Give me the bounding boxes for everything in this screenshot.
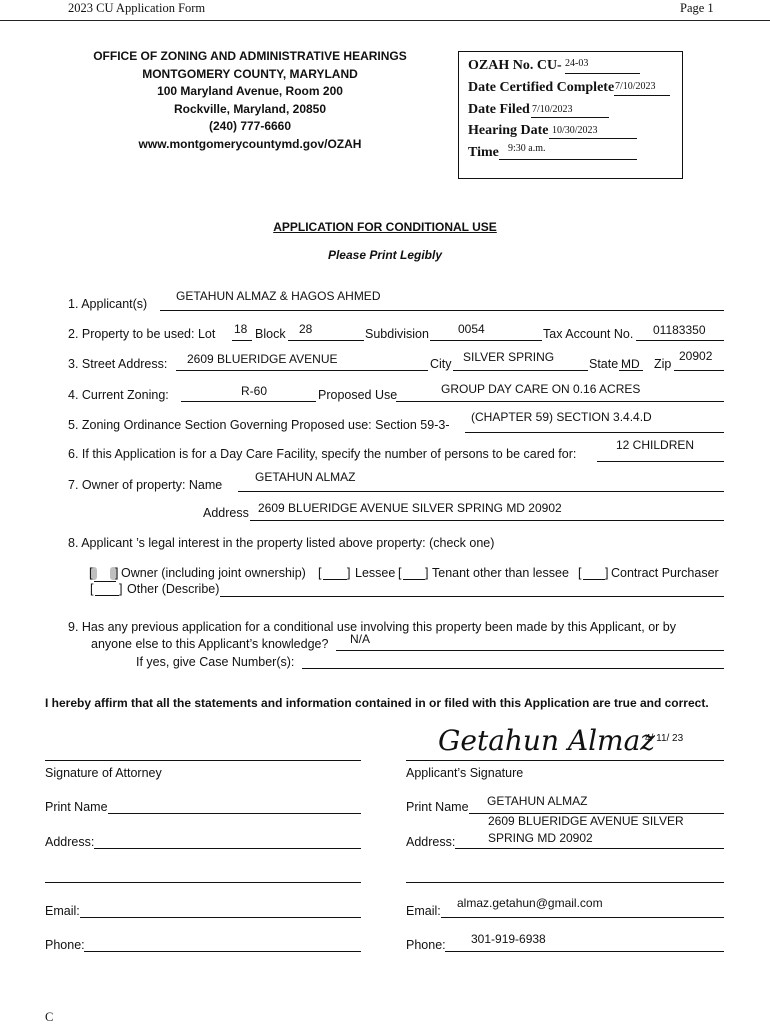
q8-owner-option: Owner (including joint ownership) [121, 566, 306, 580]
date-certified-label: Date Certified Complete [468, 80, 615, 95]
q2-subdivision-field[interactable]: 0054 [458, 322, 485, 336]
q7-owner-name-field[interactable]: GETAHUN ALMAZ [255, 470, 356, 484]
q8-lessee-option: Lessee [355, 566, 396, 580]
hearing-date-value[interactable]: 10/30/2023 [552, 125, 598, 136]
attorney-signature-label: Signature of Attorney [45, 766, 162, 780]
q1-applicant-label: 1. Applicant(s) [68, 297, 148, 311]
attorney-email-field[interactable] [80, 917, 361, 918]
q3-city-field[interactable]: SILVER SPRING [463, 350, 555, 364]
applicant-phone-field[interactable]: 301-919-6938 [471, 932, 546, 946]
attorney-address-field[interactable] [94, 848, 361, 849]
attorney-address-label: Address: [45, 835, 95, 849]
q8-other-option: Other (Describe) [127, 582, 220, 596]
q3-zip-label: Zip [654, 357, 672, 371]
page-number: Page 1 [680, 1, 714, 15]
q8-tenant-option: Tenant other than lessee [432, 566, 569, 580]
q9-case-number-field[interactable] [302, 668, 724, 669]
attorney-email-label: Email: [45, 904, 80, 918]
affirmation-statement: I hereby affirm that all the statements and information contained in or filed with this Application are true and correct. [45, 696, 709, 710]
q3-zip-field[interactable]: 20902 [679, 349, 713, 363]
date-filed-value[interactable]: 7/10/2023 [532, 104, 573, 115]
office-phone: (240) 777-6660 [208, 119, 292, 133]
applicant-address-line3[interactable] [406, 882, 724, 883]
attorney-address-line2[interactable] [45, 882, 361, 883]
office-website: www.montgomerycountymd.gov/OZAH [138, 136, 362, 151]
q6-day-care-label: 6. If this Application is for a Day Care Facility, specify the number of persons to be cared for: [68, 447, 577, 461]
q9-previous-application-label: 9. Has any previous application for a conditional use involving this property been made by this Applicant, or by [68, 620, 676, 634]
q9-previous-application-field[interactable]: N/A [350, 632, 371, 646]
q2-lot-label: 2. Property to be used: Lot [68, 327, 216, 341]
q8-owner-checkbox[interactable]: [ ] [89, 566, 119, 580]
q4-zoning-label: 4. Current Zoning: [68, 388, 169, 402]
attorney-phone-field[interactable] [84, 951, 361, 952]
applicant-email-label: Email: [406, 904, 441, 918]
q2-subdivision-label: Subdivision [365, 327, 429, 341]
applicant-address-label: Address: [406, 835, 456, 849]
applicant-print-name-label: Print Name [406, 800, 469, 814]
ozah-number-label: OZAH No. CU- [468, 58, 562, 73]
q6-persons-field[interactable]: 12 CHILDREN [616, 438, 695, 452]
application-subtitle: Please Print Legibly [327, 248, 443, 262]
date-filed-label: Date Filed [468, 102, 530, 117]
applicant-phone-label: Phone: [406, 938, 446, 952]
q5-section-label: 5. Zoning Ordinance Section Governing Proposed use: Section 59-3- [68, 418, 450, 432]
q3-street-label: 3. Street Address: [68, 357, 168, 371]
applicant-signature-label: Applicant’s Signature [406, 766, 524, 780]
q8-contract-option: Contract Purchaser [611, 566, 719, 580]
q8-other-checkbox[interactable]: [ ] [90, 582, 123, 596]
q5-section-field[interactable]: (CHAPTER 59) SECTION 3.4.4.D [471, 410, 652, 424]
office-street: 100 Maryland Avenue, Room 200 [157, 84, 343, 98]
q3-state-label: State [589, 357, 619, 371]
q7-owner-address-label: Address [203, 506, 249, 520]
q9-case-number-label: If yes, give Case Number(s): [136, 655, 295, 669]
q7-owner-name-label: 7. Owner of property: Name [68, 478, 223, 492]
q9-knowledge-label: anyone else to this Applicant’s knowledge? [91, 637, 329, 651]
attorney-print-name-field[interactable] [108, 813, 361, 814]
q2-tax-account-field[interactable]: 01183350 [653, 323, 706, 337]
office-county: MONTGOMERY COUNTY, MARYLAND [142, 66, 358, 81]
time-label: Time [468, 145, 499, 160]
q2-lot-field[interactable]: 18 [234, 322, 248, 336]
ozah-number-value[interactable]: 24-03 [565, 58, 589, 69]
applicant-email-field[interactable]: almaz.getahun@gmail.com [457, 896, 603, 910]
header-divider [0, 20, 770, 21]
applicant-address-line2[interactable]: SPRING MD 20902 [488, 831, 593, 845]
q8-contract-checkbox[interactable]: [ ] [578, 566, 609, 580]
ozah-office-use-box [458, 51, 683, 179]
applicant-signature-line[interactable] [406, 760, 724, 761]
q4-zoning-field[interactable]: R-60 [241, 384, 268, 398]
date-certified-value[interactable]: 7/10/2023 [615, 81, 656, 92]
attorney-print-name-label: Print Name [45, 800, 108, 814]
attorney-phone-label: Phone: [45, 938, 85, 952]
signature-date[interactable]: 4/ 11/ 23 [645, 733, 684, 744]
q8-lessee-checkbox[interactable]: [ ] [318, 566, 351, 580]
q2-block-field[interactable]: 28 [299, 322, 313, 336]
applicant-print-name-field[interactable]: GETAHUN ALMAZ [487, 794, 588, 808]
attorney-signature-line[interactable] [45, 760, 361, 761]
office-city: Rockville, Maryland, 20850 [173, 101, 327, 116]
q8-other-describe-line[interactable] [220, 596, 724, 597]
time-value[interactable]: 9:30 a.m. [508, 143, 546, 154]
q1-applicant-field[interactable]: GETAHUN ALMAZ & HAGOS AHMED [176, 289, 381, 303]
footer-mark: C [45, 1010, 54, 1024]
q8-tenant-checkbox[interactable]: [ ] [398, 566, 429, 580]
q3-state-field[interactable]: MD [621, 357, 640, 371]
q4-proposed-use-label: Proposed Use [318, 388, 398, 402]
office-name: OFFICE OF ZONING AND ADMINISTRATIVE HEARINGS [93, 49, 407, 63]
q3-city-label: City [430, 357, 452, 371]
form-header-title: 2023 CU Application Form [68, 1, 206, 15]
applicant-address-line1[interactable]: 2609 BLUERIDGE AVENUE SILVER [488, 814, 684, 828]
hearing-date-label: Hearing Date [468, 123, 549, 138]
application-title: APPLICATION FOR CONDITIONAL USE [273, 220, 497, 234]
q7-owner-address-field[interactable]: 2609 BLUERIDGE AVENUE SILVER SPRING MD 20902 [258, 501, 562, 515]
q8-legal-interest-label: 8. Applicant ’s legal interest in the property listed above property: (check one) [68, 536, 495, 550]
q2-block-label: Block [255, 327, 286, 341]
q4-proposed-use-field[interactable]: GROUP DAY CARE ON 0.16 ACRES [441, 382, 641, 396]
q2-tax-account-label: Tax Account No. [543, 327, 634, 341]
applicant-signature-image: Getahun Almaz [438, 724, 656, 757]
office-address-block [80, 48, 420, 153]
q3-street-field[interactable]: 2609 BLUERIDGE AVENUE [187, 352, 338, 366]
